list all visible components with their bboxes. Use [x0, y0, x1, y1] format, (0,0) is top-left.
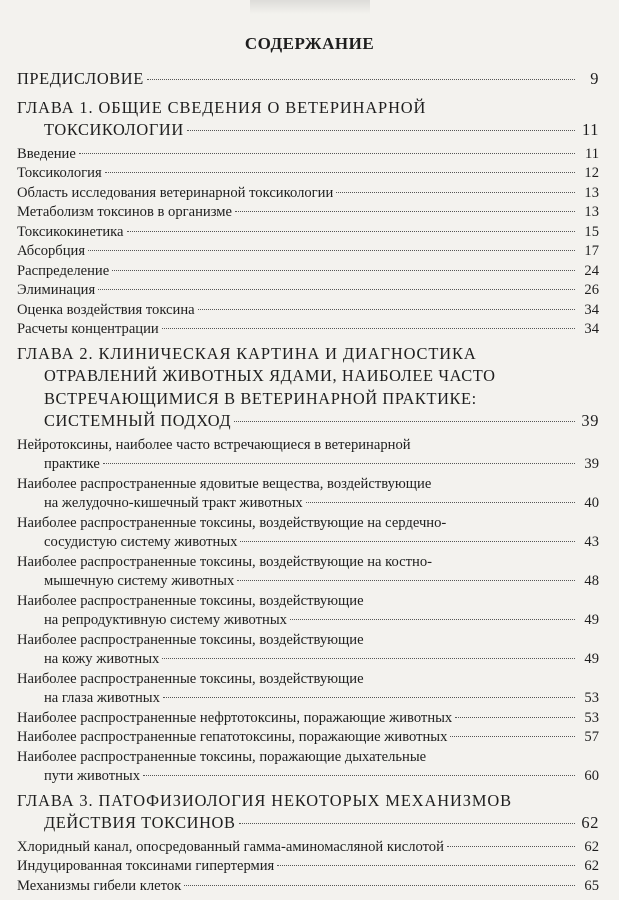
dot-leader	[290, 619, 575, 620]
toc-entry-title: Нейротоксины, наиболее часто встречающиеся в ветеринарной	[17, 436, 411, 453]
toc-entry[interactable]	[17, 592, 599, 631]
toc-entry-title-cont: на кожу животных	[44, 651, 160, 667]
page-number: 43	[584, 534, 599, 550]
toc-entry-title: Абсорбция	[17, 243, 86, 259]
toc-chapter-3[interactable]	[17, 790, 599, 835]
page-number: 62	[584, 838, 599, 855]
toc-entry-title-cont: на репродуктивную систему животных	[44, 612, 287, 628]
chapter-title-line: СИСТЕМНЫЙ ПОДХОД	[44, 411, 232, 430]
dot-leader	[447, 846, 575, 847]
toc-entry-title: Наиболее распространенные токсины, воздействующие	[17, 631, 364, 648]
toc-entry-title: Токсикология	[17, 165, 102, 181]
toc-entry[interactable]	[17, 514, 599, 553]
page-number: 60	[584, 768, 599, 784]
page-number: 39	[584, 456, 599, 472]
toc-entry-title: Область исследования ветеринарной токсикологии	[17, 184, 334, 201]
page-number: 65	[584, 877, 599, 894]
page-number: 34	[584, 301, 599, 318]
toc-entry[interactable]	[17, 857, 599, 877]
page-number: 53	[584, 709, 599, 726]
page-number: 11	[584, 145, 599, 162]
page-number: 57	[584, 729, 599, 745]
chapter-2-items	[17, 436, 599, 787]
toc-entry-title: Введение	[17, 145, 76, 162]
dot-leader	[237, 580, 575, 581]
toc-entry[interactable]	[17, 281, 599, 301]
toc-chapter-1[interactable]	[17, 97, 599, 142]
toc-entry[interactable]	[17, 320, 599, 340]
dot-leader	[239, 823, 575, 824]
dot-leader	[88, 250, 575, 251]
chapter-title-line: ТОКСИКОЛОГИИ	[44, 120, 184, 139]
toc-entry-title: Наиболее распространенные токсины, воздействующие на костно-	[17, 553, 433, 570]
page-title: СОДЕРЖАНИЕ	[244, 34, 375, 53]
toc-entry-preface[interactable]	[17, 68, 599, 91]
dot-leader	[198, 309, 575, 310]
toc-entry[interactable]	[17, 670, 599, 709]
page-number: 17	[584, 243, 599, 259]
toc-entry[interactable]	[17, 436, 599, 475]
dot-leader	[147, 79, 575, 80]
chapter-title-line: ВСТРЕЧАЮЩИМИСЯ В ВЕТЕРИНАРНОЙ ПРАКТИКЕ:	[44, 388, 477, 408]
toc-chapter-2[interactable]	[17, 343, 599, 433]
toc-entry-title-cont: на желудочно-кишечный тракт животных	[44, 495, 303, 511]
toc-entry-title: Наиболее распространенные гепатотоксины, поражающие животных	[17, 729, 448, 745]
toc-entry-title: Элиминация	[17, 282, 96, 298]
toc-entry-title-cont: на глаза животных	[44, 690, 160, 706]
toc-entry[interactable]	[17, 709, 599, 729]
toc-entry[interactable]	[17, 301, 599, 321]
dot-leader	[79, 153, 575, 154]
chapter-title-line: ГЛАВА 3. ПАТОФИЗИОЛОГИЯ НЕКОТОРЫХ МЕХАНИЗМОВ	[17, 790, 512, 810]
dot-leader	[162, 328, 575, 329]
dot-leader	[143, 775, 575, 776]
toc-entry[interactable]	[17, 203, 599, 223]
toc-entry[interactable]	[17, 262, 599, 282]
toc-entry-title: Токсикокинетика	[17, 223, 124, 240]
chapter-title-line: ОТРАВЛЕНИЙ ЖИВОТНЫХ ЯДАМИ, НАИБОЛЕЕ ЧАСТО	[44, 366, 496, 385]
dot-leader	[240, 541, 575, 542]
dot-leader	[112, 270, 575, 271]
toc-entry[interactable]	[17, 631, 599, 670]
dot-leader	[450, 736, 575, 737]
page-number: 39	[581, 411, 599, 430]
page-number: 9	[590, 69, 599, 88]
dot-leader	[127, 231, 576, 232]
toc-entry-title: Наиболее распространенные ядовитые вещества, воздействующие	[17, 475, 432, 492]
chapter-title-line: ГЛАВА 1. ОБЩИЕ СВЕДЕНИЯ О ВЕТЕРИНАРНОЙ	[17, 97, 427, 117]
toc-entry-title: Наиболее распространенные токсины, воздействующие	[17, 670, 364, 687]
page-number: 26	[584, 282, 599, 298]
toc-entry-title: Индуцированная токсинами гипертермия	[17, 858, 275, 874]
toc-entry-title-cont: мышечную систему животных	[44, 573, 235, 589]
dot-leader	[234, 421, 575, 422]
table-of-contents	[17, 66, 599, 896]
toc-entry[interactable]	[17, 877, 599, 897]
dot-leader	[105, 172, 575, 173]
chapter-3-items	[17, 838, 599, 897]
dot-leader	[163, 697, 575, 698]
toc-entry[interactable]	[17, 223, 599, 243]
dot-leader	[98, 289, 575, 290]
page-number: 12	[584, 165, 599, 181]
toc-entry-title: Метаболизм токсинов в организме	[17, 204, 232, 220]
chapter-title-line: ГЛАВА 2. КЛИНИЧЕСКАЯ КАРТИНА И ДИАГНОСТИКА	[17, 343, 477, 363]
toc-entry[interactable]	[17, 838, 599, 858]
page-number: 15	[584, 223, 599, 240]
toc-entry-title: Наиболее распространенные токсины, воздействующие на сердечно-	[17, 514, 447, 531]
toc-entry[interactable]	[17, 184, 599, 204]
toc-entry[interactable]	[17, 728, 599, 748]
page-number: 13	[584, 184, 599, 201]
toc-entry[interactable]	[17, 164, 599, 184]
dot-leader	[336, 192, 575, 193]
bleed-through-shadow	[250, 0, 370, 14]
page-number: 24	[584, 262, 599, 279]
page-number: 49	[584, 651, 599, 667]
page-number: 62	[581, 813, 599, 832]
toc-entry-title: Механизмы гибели клеток	[17, 877, 182, 894]
toc-entry-title: Наиболее распространенные токсины, поражающие дыхательные	[17, 748, 427, 765]
toc-entry-title: ПРЕДИСЛОВИЕ	[17, 69, 144, 88]
toc-entry[interactable]	[17, 553, 599, 592]
dot-leader	[455, 717, 575, 718]
page-number: 40	[584, 495, 599, 511]
dot-leader	[277, 865, 575, 866]
page-number: 13	[584, 204, 599, 220]
dot-leader	[187, 130, 575, 131]
toc-entry-title: Наиболее распространенные токсины, воздействующие	[17, 592, 364, 609]
toc-entry[interactable]	[17, 145, 599, 165]
toc-entry-title: Расчеты концентрации	[17, 321, 159, 337]
toc-entry-title-cont: сосудистую систему животных	[44, 534, 238, 550]
toc-entry[interactable]	[17, 748, 599, 787]
page-number: 62	[584, 858, 599, 874]
page-number: 48	[584, 573, 599, 589]
toc-entry[interactable]	[17, 475, 599, 514]
page-number: 34	[584, 321, 599, 337]
toc-entry[interactable]	[17, 242, 599, 262]
toc-entry-title: Наиболее распространенные нефртотоксины, поражающие животных	[17, 709, 453, 726]
chapter-title-line: ДЕЙСТВИЯ ТОКСИНОВ	[44, 813, 236, 832]
toc-entry-title: Оценка воздействия токсина	[17, 301, 195, 318]
toc-entry-title-cont: практике	[44, 456, 100, 472]
dot-leader	[184, 885, 575, 886]
page-number: 49	[584, 612, 599, 628]
dot-leader	[162, 658, 575, 659]
page-number: 11	[582, 120, 599, 139]
toc-entry-title: Хлоридный канал, опосредованный гамма-аминомасляной кислотой	[17, 838, 444, 855]
toc-entry-title-cont: пути животных	[44, 768, 141, 784]
dot-leader	[103, 463, 575, 464]
dot-leader	[306, 502, 575, 503]
toc-entry-title: Распределение	[17, 262, 110, 279]
chapter-1-items	[17, 145, 599, 340]
dot-leader	[235, 211, 575, 212]
page-number: 53	[584, 690, 599, 706]
